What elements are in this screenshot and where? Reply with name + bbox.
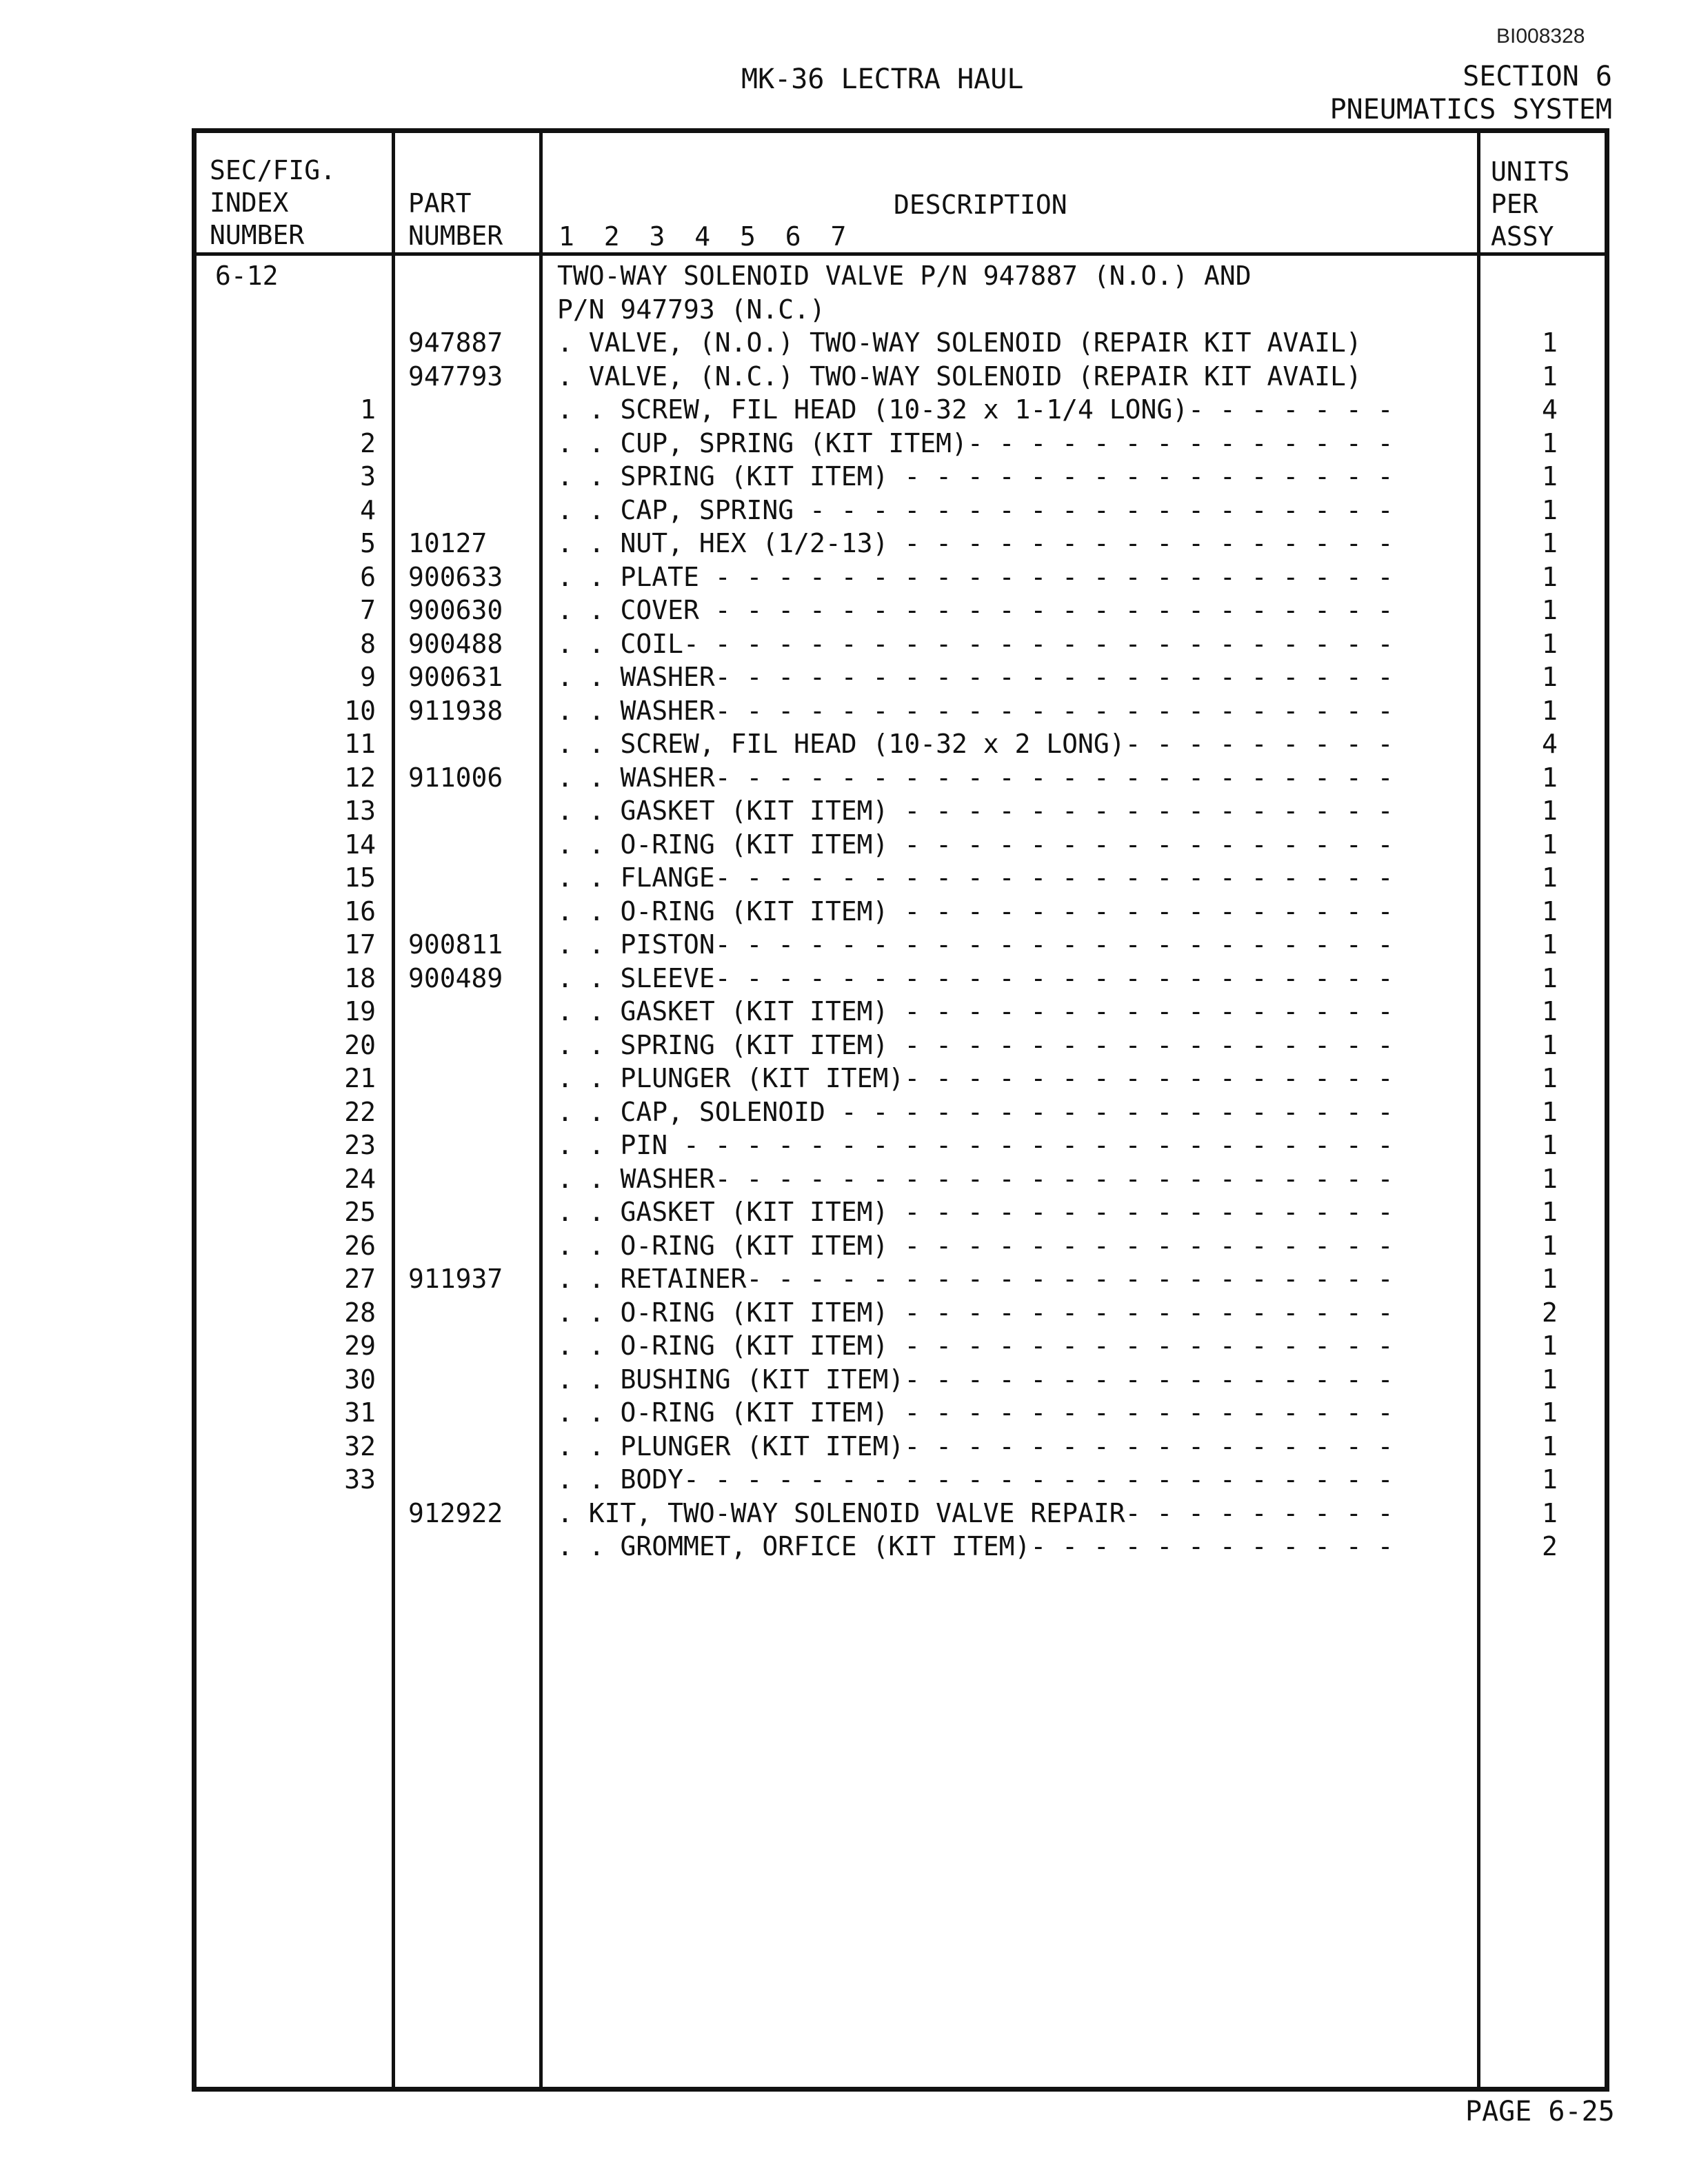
description-cell: . . WASHER- - - - - - - - - - - - - - - - - - - - - - (557, 1163, 1394, 1194)
index-number-cell: 4 (360, 494, 376, 525)
description-cell: . . SLEEVE- - - - - - - - - - - - - - - - - - - - - - (557, 962, 1394, 993)
table-row (0, 1029, 1688, 1062)
units-per-assy-cell: 1 (1542, 695, 1558, 726)
description-cell: . . BUSHING (KIT ITEM)- - - - - - - - - - - - - - - - (557, 1364, 1394, 1395)
index-number-cell: 30 (344, 1364, 376, 1395)
units-per-assy-cell: 1 (1542, 1029, 1558, 1060)
index-number-cell: 6-12 (215, 261, 279, 291)
part-number-cell: 947793 (408, 361, 503, 392)
table-row (0, 861, 1688, 895)
parts-list (0, 259, 1688, 1564)
table-row (0, 1162, 1688, 1196)
index-number-cell: 21 (344, 1063, 376, 1093)
units-per-assy-cell: 1 (1542, 1497, 1558, 1528)
index-number-cell: 5 (360, 528, 376, 558)
table-row (0, 895, 1688, 929)
part-number-cell: 900630 (408, 595, 503, 625)
description-cell: . . WASHER- - - - - - - - - - - - - - - - - - - - - - (557, 662, 1394, 692)
units-per-assy-cell: 1 (1542, 1063, 1558, 1093)
table-row (0, 928, 1688, 962)
units-per-assy-cell: 1 (1542, 595, 1558, 625)
table-row (0, 393, 1688, 427)
units-per-assy-cell: 1 (1542, 1264, 1558, 1294)
table-row (0, 360, 1688, 394)
index-number-cell: 6 (360, 561, 376, 592)
table-row (0, 1363, 1688, 1397)
table-row (0, 560, 1688, 594)
table-row (0, 1296, 1688, 1330)
table-row (0, 1497, 1688, 1530)
indent-level-scale: 1 2 3 4 5 6 7 (559, 221, 854, 252)
table-row (0, 794, 1688, 828)
description-cell: P/N 947793 (N.C.) (557, 294, 825, 325)
description-cell: . VALVE, (N.C.) TWO-WAY SOLENOID (REPAIR KIT AVAIL) (557, 361, 1362, 392)
index-number-cell: 10 (344, 695, 376, 726)
index-number-cell: 31 (344, 1397, 376, 1428)
description-cell: . . SPRING (KIT ITEM) - - - - - - - - - - - - - - - - (557, 461, 1394, 492)
table-row (0, 1329, 1688, 1363)
description-cell: . . O-RING (KIT ITEM) - - - - - - - - - - - - - - - - (557, 1397, 1394, 1428)
index-number-cell: 29 (344, 1331, 376, 1361)
table-row (0, 962, 1688, 995)
description-cell: . . NUT, HEX (1/2-13) - - - - - - - - - - - - - - - - (557, 528, 1394, 558)
index-number-cell: 1 (360, 394, 376, 425)
part-number-cell: 947887 (408, 327, 503, 358)
part-number-cell: 911938 (408, 695, 503, 726)
units-per-assy-cell: 1 (1542, 1464, 1558, 1495)
description-cell: . . O-RING (KIT ITEM) - - - - - - - - - - - - - - - - (557, 896, 1394, 927)
units-per-assy-cell: 1 (1542, 327, 1558, 358)
part-number-cell: 911006 (408, 762, 503, 793)
index-number-cell: 3 (360, 461, 376, 492)
index-number-cell: 18 (344, 962, 376, 993)
description-cell: . . GASKET (KIT ITEM) - - - - - - - - - - - - - - - - (557, 996, 1394, 1027)
table-row (0, 1396, 1688, 1430)
units-per-assy-cell: 1 (1542, 528, 1558, 558)
description-cell: . . PIN - - - - - - - - - - - - - - - - - - - - - - - (557, 1130, 1394, 1160)
index-number-cell: 16 (344, 896, 376, 927)
units-per-assy-cell: 1 (1542, 561, 1558, 592)
table-row (0, 1463, 1688, 1497)
units-per-assy-cell: 1 (1542, 796, 1558, 826)
description-cell: . . PLUNGER (KIT ITEM)- - - - - - - - - - - - - - - - (557, 1063, 1394, 1093)
column-header-units-per-assy: UNITS PER ASSY (1491, 156, 1570, 252)
description-cell: . . BODY- - - - - - - - - - - - - - - - - - - - - - - (557, 1464, 1394, 1495)
units-per-assy-cell: 1 (1542, 996, 1558, 1027)
units-per-assy-cell: 1 (1542, 1397, 1558, 1428)
table-row (0, 494, 1688, 527)
table-row (0, 694, 1688, 728)
units-per-assy-cell: 1 (1542, 1163, 1558, 1194)
index-number-cell: 8 (360, 628, 376, 659)
description-cell: . . GROMMET, ORFICE (KIT ITEM)- - - - - - - - - - - - (557, 1531, 1394, 1561)
table-row (0, 995, 1688, 1029)
index-number-cell: 15 (344, 862, 376, 893)
table-row (0, 727, 1688, 761)
units-per-assy-cell: 1 (1542, 494, 1558, 525)
units-per-assy-cell: 1 (1542, 1331, 1558, 1361)
table-row (0, 828, 1688, 862)
column-header-description: DESCRIPTION (894, 190, 1067, 220)
units-per-assy-cell: 1 (1542, 1096, 1558, 1127)
index-number-cell: 7 (360, 595, 376, 625)
index-number-cell: 28 (344, 1297, 376, 1328)
system-label: PNEUMATICS SYSTEM (1329, 94, 1612, 125)
index-number-cell: 33 (344, 1464, 376, 1495)
index-number-cell: 17 (344, 929, 376, 960)
description-cell: . . CAP, SPRING - - - - - - - - - - - - - - - - - - - (557, 494, 1394, 525)
index-number-cell: 19 (344, 996, 376, 1027)
description-cell: TWO-WAY SOLENOID VALVE P/N 947887 (N.O.) AND (557, 261, 1252, 291)
units-per-assy-cell: 1 (1542, 1430, 1558, 1462)
index-number-cell: 32 (344, 1430, 376, 1462)
units-per-assy-cell: 1 (1542, 862, 1558, 893)
units-per-assy-cell: 1 (1542, 1230, 1558, 1261)
description-cell: . . O-RING (KIT ITEM) - - - - - - - - - - - - - - - - (557, 829, 1394, 860)
description-cell: . . PISTON- - - - - - - - - - - - - - - - - - - - - - (557, 929, 1394, 960)
units-per-assy-cell: 1 (1542, 662, 1558, 692)
table-row (0, 660, 1688, 694)
index-number-cell: 27 (344, 1264, 376, 1294)
part-number-cell: 900633 (408, 561, 503, 592)
index-number-cell: 11 (344, 729, 376, 759)
table-row (0, 594, 1688, 627)
units-per-assy-cell: 1 (1542, 1197, 1558, 1227)
part-number-cell: 900811 (408, 929, 503, 960)
description-cell: . . FLANGE- - - - - - - - - - - - - - - - - - - - - - (557, 862, 1394, 893)
header-divider (192, 252, 1609, 256)
units-per-assy-cell: 4 (1542, 729, 1558, 759)
index-number-cell: 24 (344, 1163, 376, 1194)
table-row (0, 326, 1688, 360)
units-per-assy-cell: 2 (1542, 1531, 1558, 1561)
table-row (0, 1229, 1688, 1263)
units-per-assy-cell: 1 (1542, 962, 1558, 993)
index-number-cell: 14 (344, 829, 376, 860)
description-cell: . VALVE, (N.O.) TWO-WAY SOLENOID (REPAIR KIT AVAIL) (557, 327, 1362, 358)
description-cell: . . COIL- - - - - - - - - - - - - - - - - - - - - - - (557, 628, 1394, 659)
description-cell: . . CUP, SPRING (KIT ITEM)- - - - - - - - - - - - - - (557, 427, 1394, 458)
units-per-assy-cell: 1 (1542, 762, 1558, 793)
index-number-cell: 2 (360, 427, 376, 458)
units-per-assy-cell: 2 (1542, 1297, 1558, 1328)
part-number-cell: 900488 (408, 628, 503, 659)
index-number-cell: 13 (344, 796, 376, 826)
page-number: PAGE 6-25 (1465, 2096, 1615, 2127)
description-cell: . . CAP, SOLENOID - - - - - - - - - - - - - - - - - - (557, 1096, 1394, 1127)
part-number-cell: 900489 (408, 962, 503, 993)
description-cell: . . O-RING (KIT ITEM) - - - - - - - - - - - - - - - - (557, 1297, 1394, 1328)
units-per-assy-cell: 1 (1542, 427, 1558, 458)
units-per-assy-cell: 1 (1542, 929, 1558, 960)
description-cell: . . PLATE - - - - - - - - - - - - - - - - - - - - - - (557, 561, 1394, 592)
description-cell: . . RETAINER- - - - - - - - - - - - - - - - - - - - - (557, 1264, 1394, 1294)
units-per-assy-cell: 1 (1542, 461, 1558, 492)
part-number-cell: 912922 (408, 1497, 503, 1528)
description-cell: . . O-RING (KIT ITEM) - - - - - - - - - - - - - - - - (557, 1230, 1394, 1261)
table-row (0, 1430, 1688, 1464)
table-row (0, 1262, 1688, 1296)
table-row (0, 259, 1688, 293)
index-number-cell: 26 (344, 1230, 376, 1261)
description-cell: . . GASKET (KIT ITEM) - - - - - - - - - - - - - - - - (557, 1197, 1394, 1227)
document-title: MK-36 LECTRA HAUL (741, 63, 1024, 95)
index-number-cell: 25 (344, 1197, 376, 1227)
units-per-assy-cell: 1 (1542, 1130, 1558, 1160)
description-cell: . . SPRING (KIT ITEM) - - - - - - - - - - - - - - - - (557, 1029, 1394, 1060)
index-number-cell: 9 (360, 662, 376, 692)
description-cell: . KIT, TWO-WAY SOLENOID VALVE REPAIR- - - - - - - - - (557, 1497, 1394, 1528)
part-number-cell: 900631 (408, 662, 503, 692)
description-cell: . . SCREW, FIL HEAD (10-32 x 2 LONG)- - - - - - - - - (557, 729, 1394, 759)
table-row (0, 1195, 1688, 1229)
index-number-cell: 12 (344, 762, 376, 793)
table-row (0, 1095, 1688, 1129)
table-row (0, 1530, 1688, 1564)
table-row (0, 293, 1688, 327)
table-row (0, 761, 1688, 795)
index-number-cell: 22 (344, 1096, 376, 1127)
description-cell: . . SCREW, FIL HEAD (10-32 x 1-1/4 LONG)- - - - - - - (557, 394, 1394, 425)
units-per-assy-cell: 1 (1542, 1364, 1558, 1395)
description-cell: . . COVER - - - - - - - - - - - - - - - - - - - - - - (557, 595, 1394, 625)
table-row (0, 1062, 1688, 1095)
table-row (0, 427, 1688, 461)
document-id: BI008328 (1496, 25, 1585, 48)
column-header-index: SEC/FIG. INDEX NUMBER (210, 155, 336, 250)
description-cell: . . O-RING (KIT ITEM) - - - - - - - - - - - - - - - - (557, 1331, 1394, 1361)
description-cell: . . WASHER- - - - - - - - - - - - - - - - - - - - - - (557, 762, 1394, 793)
table-row (0, 527, 1688, 560)
units-per-assy-cell: 1 (1542, 361, 1558, 392)
part-number-cell: 10127 (408, 528, 488, 558)
units-per-assy-cell: 4 (1542, 394, 1558, 425)
units-per-assy-cell: 1 (1542, 829, 1558, 860)
table-row (0, 460, 1688, 494)
column-header-part-number: PART NUMBER (408, 188, 503, 251)
units-per-assy-cell: 1 (1542, 896, 1558, 927)
table-row (0, 627, 1688, 661)
index-number-cell: 20 (344, 1029, 376, 1060)
table-row (0, 1129, 1688, 1162)
index-number-cell: 23 (344, 1130, 376, 1160)
section-label: SECTION 6 (1463, 61, 1612, 92)
part-number-cell: 911937 (408, 1264, 503, 1294)
description-cell: . . WASHER- - - - - - - - - - - - - - - - - - - - - - (557, 695, 1394, 726)
description-cell: . . GASKET (KIT ITEM) - - - - - - - - - - - - - - - - (557, 796, 1394, 826)
description-cell: . . PLUNGER (KIT ITEM)- - - - - - - - - - - - - - - - (557, 1430, 1394, 1462)
units-per-assy-cell: 1 (1542, 628, 1558, 659)
